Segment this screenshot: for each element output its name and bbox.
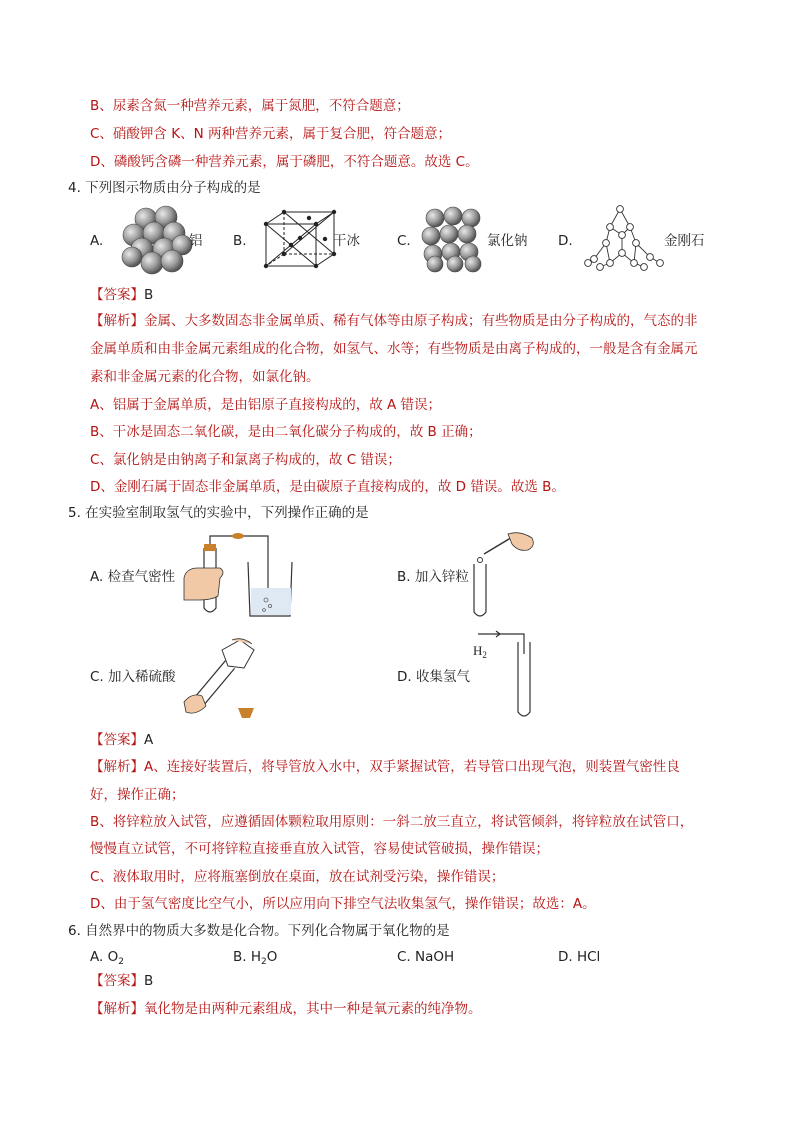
q4-analysis-line: 金属单质和由非金属元素组成的化合物，如氢气、水等；有些物质是由离子构成的，一般是含有金属元 [90, 341, 698, 357]
dry-ice-lattice-figure [262, 210, 338, 270]
answer-value: A [144, 732, 154, 748]
q3-line-d: D、磷酸钙含磷一种营养元素，属于磷肥，不符合题意。故选 C。 [90, 154, 479, 170]
q4-analysis-line [90, 312, 698, 330]
q5-analysis-line: D、由于氢气密度比空气小，所以应用向下排空气法收集氢气，操作错误；故选：A。 [90, 896, 596, 912]
q6-option-a: A. $O_2$ [90, 949, 124, 967]
q3-line-c: C、硝酸钾含 K、N 两种营养元素，属于复合肥，符合题意； [90, 126, 451, 142]
answer-tag: 【答案】 [90, 732, 144, 748]
q5-analysis-line: C、液体取用时，应将瓶塞倒放在桌面，放在试剂受污染，操作错误； [90, 869, 505, 885]
analysis-text: 氧化物是由两种元素组成，其中一种是氧元素的纯净物。 [144, 1001, 482, 1017]
q4-option-b-letter: B. [233, 233, 247, 249]
answer-tag: 【答案】 [90, 973, 144, 989]
q6-option-b: B. $H_2O$ [233, 949, 278, 967]
q4-option-d-label: 金刚石 [664, 233, 705, 249]
option-letter: D. [397, 669, 412, 685]
q4-analysis-line: 素和非金属元素的化合物，如氯化钠。 [90, 369, 320, 385]
q4-answer [90, 286, 153, 304]
analysis-tag: 【解析】 [90, 759, 144, 775]
q4-analysis-line: B、干冰是固态二氧化碳，是由二氧化碳分子构成的，故 B 正确； [90, 424, 482, 440]
q5-option-c [90, 668, 176, 686]
tube-clamp [232, 533, 244, 539]
diamond-structure-figure [584, 205, 664, 273]
q6-answer [90, 972, 153, 990]
add-dilute-acid-figure [182, 636, 262, 726]
q6-analysis-line [90, 1000, 482, 1018]
option-letter: A. [90, 569, 104, 585]
analysis-text: 金属、大多数固态非金属单质、稀有气体等由原子构成；有些物质是由分子构成的，气态的非 [144, 313, 698, 329]
q5-analysis-line: 好，操作正确； [90, 787, 185, 803]
hand-icon [184, 568, 223, 600]
q5-analysis-line: B、将锌粒放入试管，应遵循固体颗粒取用原则：一斜二放三直立，将试管倾斜，将锌粒放在试管口， [90, 814, 694, 830]
q3-line-b: B、尿素含氮一种营养元素，属于氮肥，不符合题意； [90, 98, 410, 114]
h2-label: $H_2$ [473, 643, 487, 660]
option-label: 收集氢气 [415, 669, 470, 685]
q5-analysis-line: 慢慢直立试管，不可将锌粒直接垂直放入试管，容易使试管破损，操作错误； [90, 841, 549, 857]
option-label: 加入稀硫酸 [108, 669, 176, 685]
q5-option-d [397, 668, 470, 686]
hand-icon [184, 695, 206, 713]
q4-analysis-line: D、金刚石属于固态非金属单质，是由碳原子直接构成的，故 D 错误。故选 B。 [90, 479, 565, 495]
q5-option-a [90, 568, 175, 586]
collect-hydrogen-figure [474, 624, 544, 724]
reagent-bottle [222, 640, 254, 668]
analysis-tag: 【解析】 [90, 313, 144, 329]
q4-analysis-line: A、铝属于金属单质，是由铝原子直接构成的，故 A 错误； [90, 397, 442, 413]
answer-value: B [144, 287, 154, 303]
q4-analysis-line: C、氯化钠是由钠离子和氯离子构成的，故 C 错误； [90, 452, 401, 468]
hand-icon [508, 533, 533, 551]
q6-stem: 6. 自然界中的物质大多数是化合物。下列化合物属于氧化物的是 [68, 923, 450, 939]
q6-option-d: D. HCl [558, 949, 601, 965]
q5-analysis-line [90, 758, 680, 776]
q4-stem: 4. 下列图示物质由分子构成的是 [68, 180, 261, 196]
q4-option-a-label: 铝 [189, 233, 203, 249]
q4-option-d-letter: D. [558, 233, 573, 249]
aluminum-structure-figure [118, 205, 198, 275]
stopper [204, 544, 216, 551]
answer-value: B [144, 973, 154, 989]
q6-option-c: C. NaOH [397, 949, 455, 965]
option-label: 检查气密性 [107, 569, 176, 585]
q5-stem: 5. 在实验室制取氢气的实验中，下列操作正确的是 [68, 505, 369, 521]
q4-option-b-label: 干冰 [333, 233, 360, 249]
q4-option-a-letter: A. [90, 233, 104, 249]
stopper-inverted [238, 708, 254, 718]
analysis-tag: 【解析】 [90, 1001, 144, 1017]
q4-option-c-label: 氯化钠 [487, 233, 528, 249]
answer-tag: 【答案】 [90, 287, 144, 303]
add-zinc-figure [470, 530, 550, 620]
q5-answer [90, 731, 153, 749]
q4-option-c-letter: C. [397, 233, 411, 249]
sodium-chloride-structure-figure [421, 206, 487, 272]
q5-option-b [397, 568, 469, 586]
analysis-text: A、连接好装置后，将导管放入水中，双手紧握试管，若导管口出现气泡，则装置气密性良 [144, 759, 680, 775]
option-letter: B. [397, 569, 411, 585]
airtightness-check-figure [182, 530, 312, 620]
option-letter: C. [90, 669, 104, 685]
option-label: 加入锌粒 [414, 569, 469, 585]
